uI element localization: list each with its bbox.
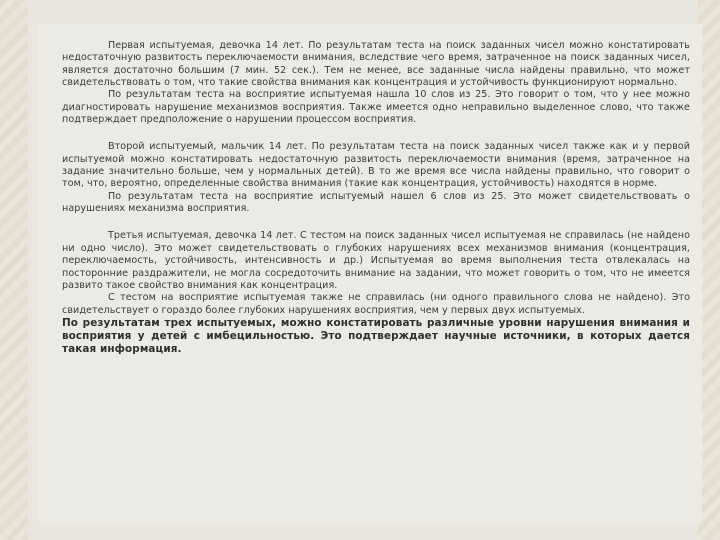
summary-conclusion: По результатам трех испытуемых, можно констатировать различные уровни нарушения внимания и восприятия у детей с имбецильностью. Это подтверждает научные источники, в которых дается такая информация. — [62, 316, 690, 355]
paragraph-subject-2-attention: Второй испытуемый, мальчик 14 лет. По результатам теста на поиск заданных чисел также как и у первой испытуемой можно констатировать недостаточную развитость переключаемости внимания (время, затраченное на задание значительно больше, чем у нормальных детей). В то же время все числа найдены правильно, что говорит о том, что, вероятно, определенные свойства внимания (такие как концентрация, устойчивость) находятся в норме. — [62, 141, 690, 190]
document-body — [62, 40, 690, 356]
decorative-stripe-left — [0, 0, 28, 540]
paragraph-subject-3-perception: С тестом на восприятие испытуемая также не справилась (ни одного правильного слова не найдено). Это свидетельствует о гораздо более глубоких нарушениях восприятия, чем у первых двух испытуемых. — [62, 292, 690, 316]
paragraph-subject-1-attention: Первая испытуемая, девочка 14 лет. По результатам теста на поиск заданных чисел можно констатировать недостаточную развитость переключаемости внимания, вследствие чего время, затраченное на поиск заданных чисел, является достаточно большим (7 мин. 52 сек.). Тем не менее, все заданные числа найдены правильно, что может свидетельствовать о том, что такие свойства внимания как концентрация и устойчивость функционируют нормально. — [62, 40, 690, 89]
paragraph-subject-3-attention: Третья испытуемая, девочка 14 лет. С тестом на поиск заданных чисел испытуемая не справилась (не найдено ни одно число). Это может свидетельствовать о глубоких нарушениях всех механизмов внимания (концентрация, переключаемость, устойчивость, интенсивность и др.) Испытуемая во время выполнения теста отвлекалась на посторонние раздражители, не могла сосредоточить внимание на задании, что может говорить о том, что не имеется развито такое свойство внимания как концентрация. — [62, 230, 690, 291]
paragraph-subject-2-perception: По результатам теста на восприятие испытуемый нашел 6 слов из 25. Это может свидетельствовать о нарушениях механизма восприятия. — [62, 190, 690, 215]
paragraph-subject-1-perception: По результатам теста на восприятие испытуемая нашла 10 слов из 25. Это говорит о том, что у нее можно диагностировать нарушение механизмов восприятия. Также имеется одно неправильно выделенное слово, что также подтверждает предположение о нарушении процессом восприятия. — [62, 89, 690, 126]
